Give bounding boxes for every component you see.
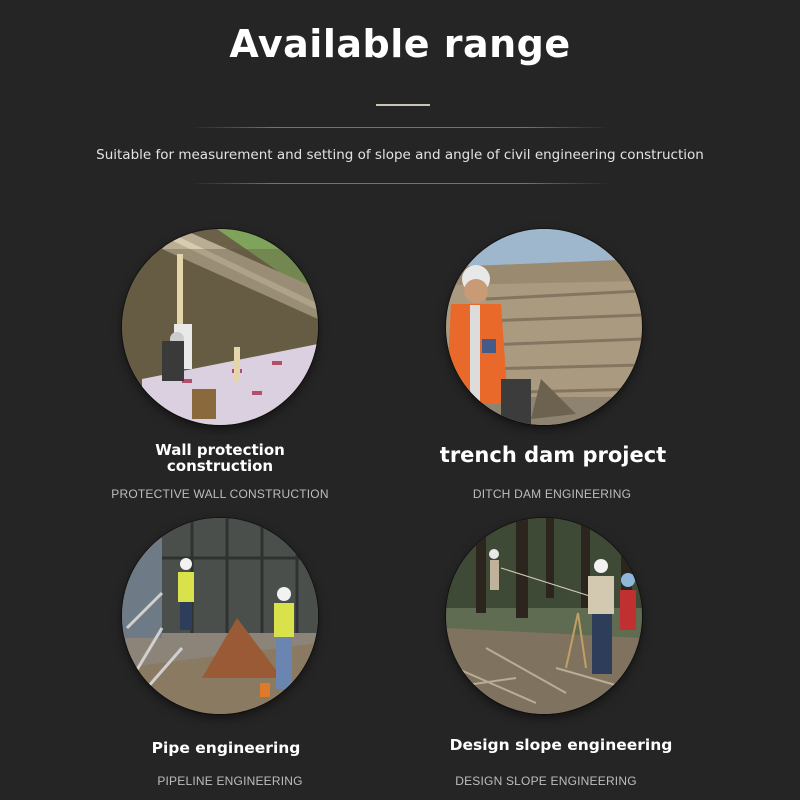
item-1-subtitle: PROTECTIVE WALL CONSTRUCTION [111,487,329,501]
pipe-engineering-photo [122,518,318,714]
item-1-title [122,442,318,474]
page-title: Available range [229,22,571,66]
item-2-title: trench dam project [439,443,667,467]
item-1-title-line-2: construction [166,457,274,475]
trench-dam-photo [446,229,642,425]
item-1-title-line-1: Wall protection [155,441,285,459]
wall-construction-photo [122,229,318,425]
divider-bottom [190,183,610,184]
item-3-subtitle: PIPELINE ENGINEERING [157,774,303,788]
item-4-subtitle: DESIGN SLOPE ENGINEERING [455,774,637,788]
item-2-subtitle: DITCH DAM ENGINEERING [472,487,632,501]
title-underline [376,104,430,106]
divider-top [190,127,610,128]
slope-engineering-photo [446,518,642,714]
page-subtitle: Suitable for measurement and setting of slope and angle of civil engineering construction [96,147,704,163]
item-3-title: Pipe engineering [151,739,301,757]
item-4-title: Design slope engineering [449,736,673,754]
